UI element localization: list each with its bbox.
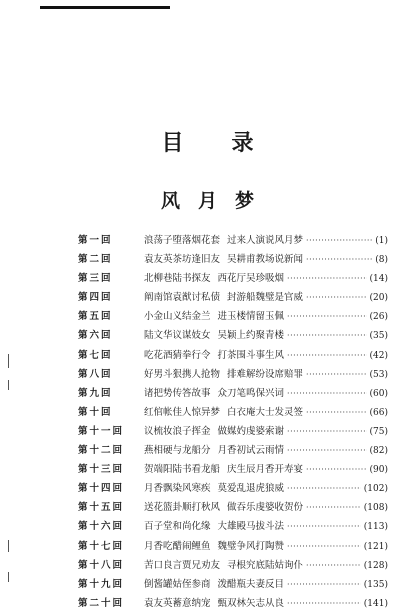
chapter-number: 第十四回	[78, 483, 125, 495]
chapter-number: 第九回	[78, 387, 113, 399]
page-number: (66)	[369, 407, 388, 418]
leader-dots	[287, 427, 366, 436]
chapter-title-first: 苦口良言贾兄劝友	[144, 559, 221, 571]
chapter-title-second: 封游船魏璧是官威	[227, 292, 304, 304]
leader-dots	[287, 389, 366, 398]
chapter-number: 第十九回	[78, 578, 125, 590]
page-number: (82)	[369, 446, 388, 457]
chapter-title-first: 好男斗狠携人抢物	[144, 368, 221, 380]
toc-entry[interactable]	[78, 442, 388, 461]
chapter-title-second: 过来人演说风月梦	[227, 235, 304, 246]
toc-entry[interactable]	[78, 423, 388, 442]
toc-entry[interactable]	[78, 289, 388, 308]
chapter-title-first: 月香吃醋闹鲤鱼	[144, 540, 211, 552]
toc-entry[interactable]	[78, 270, 388, 289]
chapter-number: 第十二回	[78, 445, 125, 457]
page-number: (26)	[369, 312, 388, 323]
leader-dots	[306, 408, 366, 417]
page-number: (14)	[369, 274, 388, 285]
toc-entry[interactable]	[78, 557, 388, 576]
chapter-title-second: 吴颖上约聚青楼	[217, 330, 285, 342]
chapter-title-second: 甄双林矢志从良	[217, 597, 285, 609]
chapter-number: 第十回	[78, 406, 113, 418]
chapter-number: 第十一回	[78, 425, 125, 437]
page-title: 目录	[161, 131, 302, 156]
page-number: (121)	[363, 541, 388, 552]
page-number: (8)	[375, 255, 388, 266]
chapter-title-first: 诸把势传答故事	[144, 387, 211, 399]
chapter-title-second: 吴耕甫教场说新闻	[227, 254, 304, 266]
toc-entry[interactable]	[78, 461, 388, 480]
chapter-number: 第十六回	[78, 521, 125, 533]
chapter-number: 第十八回	[78, 559, 125, 571]
chapter-title-first: 浪荡子堕落烟花套	[144, 235, 221, 246]
chapter-title-second: 魏璧争风打陶赞	[217, 540, 285, 552]
chapter-title-first: 议梳妆浪子挥金	[144, 425, 211, 437]
page-number: (35)	[369, 331, 388, 342]
chapter-title-second: 泼醋瓶夫妻反目	[217, 578, 285, 590]
chapter-title-second: 月香初试云雨情	[217, 445, 285, 457]
leader-dots	[306, 255, 372, 264]
book-title: 风月梦	[160, 190, 272, 212]
leader-dots	[287, 542, 361, 551]
toc-entry[interactable]	[78, 499, 388, 518]
page-number: (75)	[369, 426, 388, 437]
toc-entry[interactable]	[78, 347, 388, 366]
header-rule	[40, 6, 170, 9]
chapter-title-first: 袁友英茶坊逢旧友	[144, 254, 221, 266]
page-number: (108)	[363, 503, 388, 514]
leader-dots	[287, 312, 366, 321]
toc-entry[interactable]	[78, 232, 388, 251]
toc-entry[interactable]	[78, 518, 388, 537]
chapter-number: 第十三回	[78, 464, 125, 476]
chapter-title-second: 做媒妁虔婆索谢	[217, 425, 285, 437]
chapter-title-first: 北柳巷陆书探友	[144, 273, 211, 285]
page-number: (113)	[363, 522, 388, 533]
toc-entry[interactable]	[78, 576, 388, 595]
page-number: (53)	[369, 369, 388, 380]
leader-dots	[306, 561, 361, 570]
chapter-title-first: 倒酱罐姑侄参商	[144, 578, 211, 590]
leader-dots	[287, 522, 361, 531]
page-number: (128)	[363, 560, 388, 571]
chapter-title-second: 众刀笔鸣保兴词	[217, 387, 285, 399]
leader-dots	[287, 351, 366, 360]
chapter-title-first: 月香飘染风寒疾	[144, 483, 211, 495]
toc-entry[interactable]	[78, 595, 388, 614]
chapter-title-first: 燕相硬与龙船分	[144, 445, 211, 457]
chapter-title-second: 白衣庵大士发灵签	[227, 406, 304, 418]
leader-dots	[306, 465, 366, 474]
page-number: (1)	[375, 236, 388, 246]
page-number: (141)	[363, 598, 388, 609]
chapter-title-first: 陆文华议谋妓女	[144, 330, 211, 342]
toc-entry[interactable]	[78, 366, 388, 385]
chapter-number: 第二十回	[78, 597, 125, 609]
toc-entry[interactable]	[78, 385, 388, 404]
chapter-number: 第六回	[78, 330, 113, 342]
chapter-number: 第三回	[78, 273, 113, 285]
chapter-title-second: 排难解纷设席赔罪	[227, 368, 304, 380]
leader-dots	[306, 370, 366, 379]
leader-dots	[287, 580, 361, 589]
page-number: (60)	[369, 388, 388, 399]
page-margin-marks	[8, 0, 12, 615]
chapter-number: 第八回	[78, 368, 113, 380]
chapter-title-second: 西花厅吴珍吸烟	[217, 273, 285, 285]
chapter-title-first: 小金山义结金兰	[144, 311, 211, 323]
chapter-title-second: 莫爱乱退虎狼威	[217, 483, 285, 495]
page-number: (135)	[363, 579, 388, 590]
toc-entry[interactable]	[78, 480, 388, 499]
chapter-title-second: 打茶围斗事生风	[217, 349, 285, 361]
toc-entry[interactable]	[78, 404, 388, 423]
chapter-title-first: 红倌帐佳人惊异梦	[144, 406, 221, 418]
chapter-number: 第十七回	[78, 540, 125, 552]
chapter-title-first: 吃花酒猜拳行令	[144, 349, 211, 361]
page-number: (90)	[369, 465, 388, 476]
page-number: (42)	[369, 350, 388, 361]
chapter-title-first: 袁友英蓄意纳宠	[144, 597, 211, 609]
page-number: (102)	[363, 484, 388, 495]
toc-entry[interactable]	[78, 251, 388, 270]
chapter-title-first: 贺端阳陆书看龙船	[144, 464, 221, 476]
leader-dots	[287, 599, 361, 608]
chapter-number: 第七回	[78, 349, 113, 361]
leader-dots	[287, 446, 366, 455]
chapter-title-second: 庆生辰月香开寿宴	[227, 464, 304, 476]
table-of-contents	[78, 232, 388, 614]
chapter-title-second: 做吞乐虔婆收贺份	[227, 502, 304, 514]
leader-dots	[287, 274, 366, 283]
page-number: (20)	[369, 293, 388, 304]
chapter-number: 第五回	[78, 311, 113, 323]
chapter-title-second: 大雄殿马拔斗法	[217, 521, 285, 533]
leader-dots	[306, 503, 361, 512]
chapter-number: 第四回	[78, 292, 113, 304]
chapter-title-first: 阐南馆袁猷讨私债	[144, 292, 221, 304]
chapter-number: 第十五回	[78, 502, 125, 514]
chapter-title-first: 百子堂和尚化缘	[144, 521, 211, 533]
chapter-title-second: 进玉楼情留玉佩	[217, 311, 285, 323]
chapter-title-second: 寻根究底陆姑询仆	[227, 559, 304, 571]
toc-entry[interactable]	[78, 538, 388, 557]
toc-entry[interactable]	[78, 327, 388, 346]
leader-dots	[287, 484, 361, 493]
leader-dots	[306, 236, 372, 245]
leader-dots	[287, 331, 366, 340]
chapter-number: 第一回	[78, 235, 113, 246]
chapter-number: 第二回	[78, 254, 113, 266]
toc-entry[interactable]	[78, 308, 388, 327]
leader-dots	[306, 293, 366, 302]
chapter-title-first: 送花篮卦顺打秋风	[144, 502, 221, 514]
